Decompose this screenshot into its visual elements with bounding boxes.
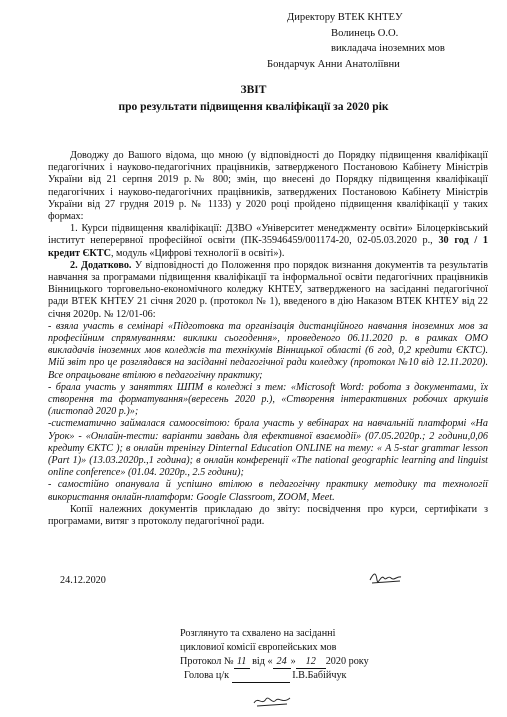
- addressee-line: Директору ВТЕК КНТЕУ: [287, 12, 403, 23]
- bullet-item: - взяла участь в семінарі «Підготовка та організація дистанційного навчання іноземних мов за професійним спрямуванням: виклики сьогодення», проведеного 06.11.2020 р. в рамках ОМО викладачів іноземних мов коледжів та технікумів Вінницької області (6 год, 0,2 кредити ЄКТС). Мій звіт про це розглядався на засіданні педагогічної ради коледжу (протокол №10 від 12.11.2020). Все опрацьоване втілюю в педагогічну практику;: [48, 320, 488, 381]
- item-courses-text: 1. Курси підвищення кваліфікації: ДЗВО «Університет менеджменту освіти» Білоцерківський інститут неперервної професійної освіти (ПК-35946459/001174-20, 02-05.03.2020 р.,: [48, 223, 488, 247]
- protocol-quote: »: [290, 655, 296, 667]
- report-date: 24.12.2020: [60, 575, 106, 586]
- item-courses: [48, 223, 488, 260]
- item-additional-text: У відповідності до Положення про порядок визнання документів та результатів навчання за програмами підвищення кваліфікації та інформальної освіти педагогічних працівників Вінницького торговельно-економічного коледжу КНТЕУ, затвердженого на засіданні педагогічної ради ВТЕК КНТЕУ 21 січня 2020 р. (протокол № 1), введеного в дію Наказом ВТЕК КНТЕУ від 22 січня 2020р. № 12/01-06:: [48, 259, 488, 320]
- report-subtitle: про результати підвищення кваліфікації за 2020 рік: [118, 101, 389, 113]
- protocol-date-label: від «: [252, 655, 273, 667]
- bullet-item: -систематично займалася самоосвітою: брала участь у вебінарах на навчальній платформі «На Урок» - «Онлайн-тести: варіанти завдань для ефективної взаємодії» (07.05.2020р.; 2 години,0,06 кредиту ЄКТС ); в онлайн тренінгу Dinternal Education ONLINE на тему: « A 5-star grammar lesson (Part 1)» (13.03.2020р.,1 година); в онлайн конференції «The national geographic learning and linguist online conference» (01.04. 2020р., 2.5 години);: [48, 418, 488, 479]
- addressee-line: викладача іноземних мов: [331, 43, 445, 54]
- bullet-item: - брала участь у заняттях ШПМ в коледжі з тем: «Microsoft Word: робота з документами, їх створення та форматування»(вересень 2020 р.), «Створення інтерактивних робочих аркушів (листопад 2020 р.)»;: [48, 381, 488, 418]
- addressee-line: Бондарчук Анни Анатоліївни: [267, 58, 400, 70]
- author-signature: [368, 566, 404, 590]
- approval-block: [180, 627, 369, 683]
- protocol-number: 11: [234, 655, 250, 670]
- addressee-line: Волинець О.О.: [331, 27, 399, 39]
- protocol-label: Протокол №: [180, 655, 234, 667]
- addressee-block: [267, 10, 487, 72]
- item-courses-module: , модуль «Цифрові технології в освіті»).: [110, 247, 285, 259]
- head-label: Голова ц/к: [184, 670, 230, 682]
- item-additional-label: 2. Додатково.: [70, 259, 132, 271]
- approval-line: Розглянуто та схвалено на засіданні: [180, 628, 336, 639]
- protocol-month: 12: [296, 655, 326, 670]
- intro-paragraph: Доводжу до Вашого відома, що мною (у відповідності до Порядку підвищення кваліфікації педагогічних і науково-педагогічних працівників, затвердженого Постановою Кабінету Міністрів України від 21 серпня 2019 р.№ 800; змін, що внесені до Порядку підвищення кваліфікації педагогічних і науково-педагогічних працівників, затверджених Постановою Кабінету Міністрів України від 27 грудня 2019 р. № 1133) у 2020 році пройдено підвищення кваліфікації у таких формах:: [48, 150, 488, 223]
- protocol-year: 2020 року: [325, 655, 369, 667]
- head-signature-line: [232, 671, 290, 683]
- report-title: ЗВІТ: [240, 84, 267, 96]
- protocol-day: 24: [273, 655, 291, 670]
- head-line: [180, 669, 369, 683]
- head-name: І.В.Бабійчук: [292, 670, 347, 682]
- protocol-line: [180, 655, 369, 670]
- bullet-item: - самостійно опанувала й успішно втілюю в педагогічну практику методику та технології використання онлайн-платформ: Google Classroom, ZOOM, Meet.: [48, 479, 488, 503]
- item-additional: [48, 260, 488, 321]
- closing-paragraph: Копії належних документів прикладаю до звіту: посвідчення про курси, сертифікати з програмами, витяг з протоколу педагогічної ради.: [48, 503, 488, 528]
- head-signature: [252, 694, 292, 708]
- approval-line: цикловиої комісії європейських мов: [180, 641, 337, 653]
- item-courses-credits: 30 год / 1 кредит ЄКТС: [48, 235, 489, 259]
- report-body: [48, 150, 488, 528]
